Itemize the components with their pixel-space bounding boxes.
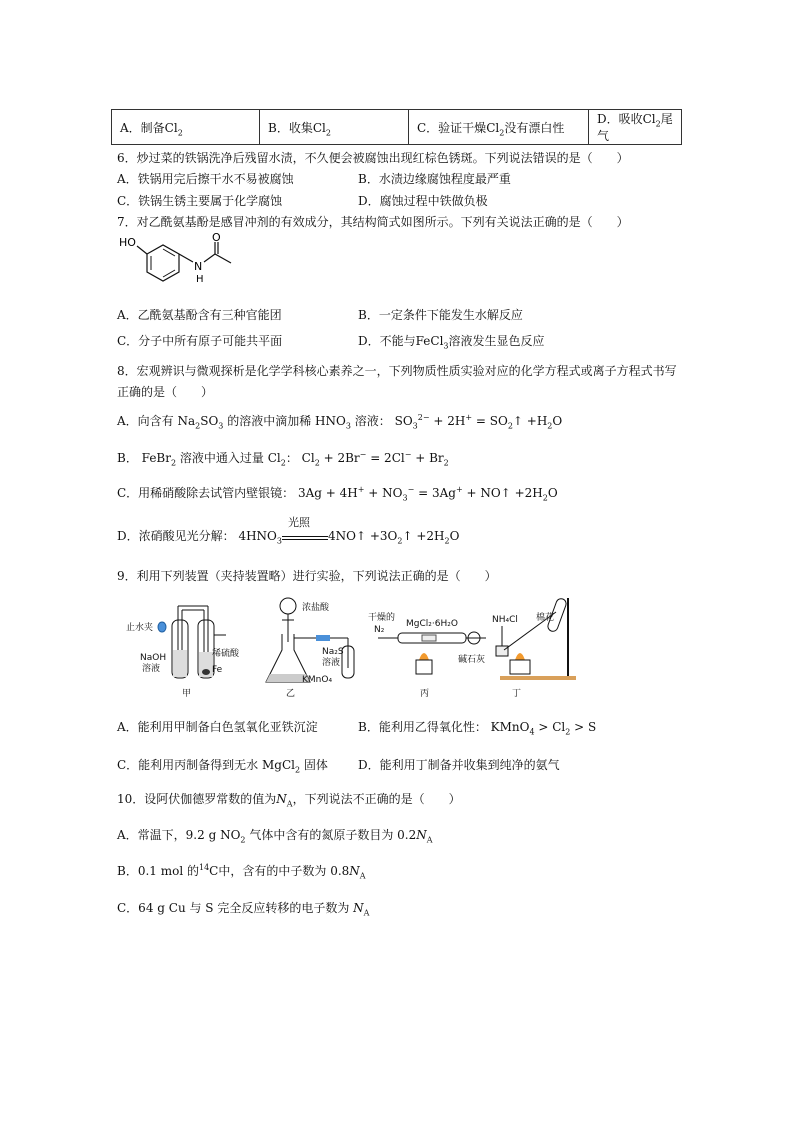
q9-option-c: C．能利用丙制备得到无水 MgCl$_2$ 固体 [117, 758, 328, 775]
acetaminophen-structure [117, 232, 257, 296]
q5-cell-d: D．吸收$Cl_2$尾气 [589, 110, 682, 145]
svg-text:棉花: 棉花 [536, 613, 555, 623]
q7-option-c: C．分子中所有原子可能共平面 [117, 334, 283, 348]
q6-stem: 6．炒过菜的铁锅洗净后残留水渍，不久便会被腐蚀出现红棕色锈斑。下列说法错误的是（ ） [117, 151, 629, 165]
q5-cell-a: A．制备$Cl_2$ [112, 110, 260, 145]
svg-text:丙: 丙 [420, 689, 430, 699]
svg-text:干燥的: 干燥的 [368, 613, 396, 623]
q7-option-d: D．不能与FeCl$_3$溶液发生显色反应 [358, 334, 545, 351]
apparatus-ding [492, 597, 576, 699]
svg-text:KMnO₄: KMnO₄ [302, 675, 333, 685]
q7-option-b: B．一定条件下能发生水解反应 [358, 308, 523, 322]
q9-option-b: B．能利用乙得氧化性： KMnO$_4$ > $Cl_2 > S$ [358, 720, 597, 737]
q7-option-a: A．乙酰氨基酚含有三种官能团 [117, 308, 282, 322]
svg-text:NH₄Cl: NH₄Cl [492, 615, 518, 625]
apparatus-yi [266, 598, 354, 699]
svg-text:止水夹: 止水夹 [126, 623, 154, 633]
q6-option-a: A．铁锅用完后擦干水不易被腐蚀 [117, 172, 294, 186]
q10-option-b: B．0.1 mol 的$^{14}$C中，含有的中子数为 $0.8N_A$ [117, 863, 366, 881]
q8-stem-line2: 正确的是（ ） [117, 385, 214, 399]
q7-stem: 7．对乙酰氨基酚是感冒冲剂的有效成分，其结构简式如图所示。下列有关说法正确的是（ ） [117, 215, 629, 229]
q8-stem-line1: 8．宏观辨识与微观探析是化学学科核心素养之一，下列物质性质实验对应的化学方程式或离子方程式书写 [117, 364, 677, 378]
q9-apparatus-figure [116, 590, 676, 702]
svg-text:浓盐酸: 浓盐酸 [302, 603, 330, 613]
structure-h-label: H [196, 274, 204, 285]
q9-option-a: A．能利用甲制备白色氢氧化亚铁沉淀 [117, 720, 318, 734]
svg-text:乙: 乙 [286, 689, 296, 699]
q6-option-b: B．水渍边缘腐蚀程度最严重 [358, 172, 511, 186]
svg-text:碱石灰: 碱石灰 [458, 655, 486, 665]
svg-text:溶液: 溶液 [142, 664, 161, 674]
structure-n-label: N [194, 260, 203, 273]
structure-o-label: O [212, 232, 221, 244]
q5-cell-c: C．验证干燥$Cl_2$没有漂白性 [409, 110, 589, 145]
svg-text:MgCl₂·6H₂O: MgCl₂·6H₂O [406, 619, 458, 629]
q5-options-table [111, 109, 682, 145]
svg-text:NaOH: NaOH [140, 653, 167, 663]
structure-ho-label: HO [119, 236, 136, 249]
q6-option-c: C．铁锅生锈主要属于化学腐蚀 [117, 194, 283, 208]
q8-option-b: B． FeBr$_2$ 溶液中通入过量 $Cl_2$： $Cl_2 + 2Br^- = 2Cl^- + Br_2$ [117, 450, 449, 468]
svg-text:甲: 甲 [182, 689, 192, 699]
q10-option-c: C．64 g Cu 与 S 完全反应转移的电子数为 $N_A$ [117, 901, 370, 918]
q6-option-d: D．腐蚀过程中铁做负极 [358, 194, 488, 208]
svg-text:Fe: Fe [212, 665, 223, 675]
q9-option-d: D．能利用丁制备并收集到纯净的氨气 [358, 758, 560, 772]
svg-text:N₂: N₂ [374, 625, 385, 635]
q8-option-a: A．向含有 $Na_2SO_3$ 的溶液中滴加稀 $HNO_3$ 溶液： $SO_3^{2-} + 2H^+$ = $SO_2↑ +H_2O$ [117, 413, 563, 431]
q10-stem: 10．设阿伏伽德罗常数的值为$N_A$，下列说法不正确的是（ ） [117, 792, 461, 809]
apparatus-jia [126, 606, 240, 699]
svg-text:稀硫酸: 稀硫酸 [212, 649, 240, 659]
q9-stem: 9．利用下列装置（夹持装置略）进行实验，下列说法正确的是（ ） [117, 569, 497, 583]
q8-option-d: D．浓硝酸见光分解： $4HNO_3$ 光照 4NO↑ $+3O_2↑ +2H_2O$ [117, 516, 460, 546]
apparatus-bing [368, 611, 486, 699]
q8-option-c: C．用稀硝酸除去试管内壁银镜： $3Ag + 4H^+ + NO_3^- = 3Ag^+$ + NO↑ $+2H_2O$ [117, 485, 558, 503]
svg-text:Na₂S: Na₂S [322, 647, 344, 657]
q10-option-a: A．常温下，9.2 g $NO_2$ 气体中含有的氮原子数目为 $0.2N_A$ [117, 828, 433, 845]
q5-cell-b: B．收集$Cl_2$ [260, 110, 409, 145]
svg-text:丁: 丁 [512, 689, 522, 699]
svg-text:溶液: 溶液 [322, 658, 341, 668]
